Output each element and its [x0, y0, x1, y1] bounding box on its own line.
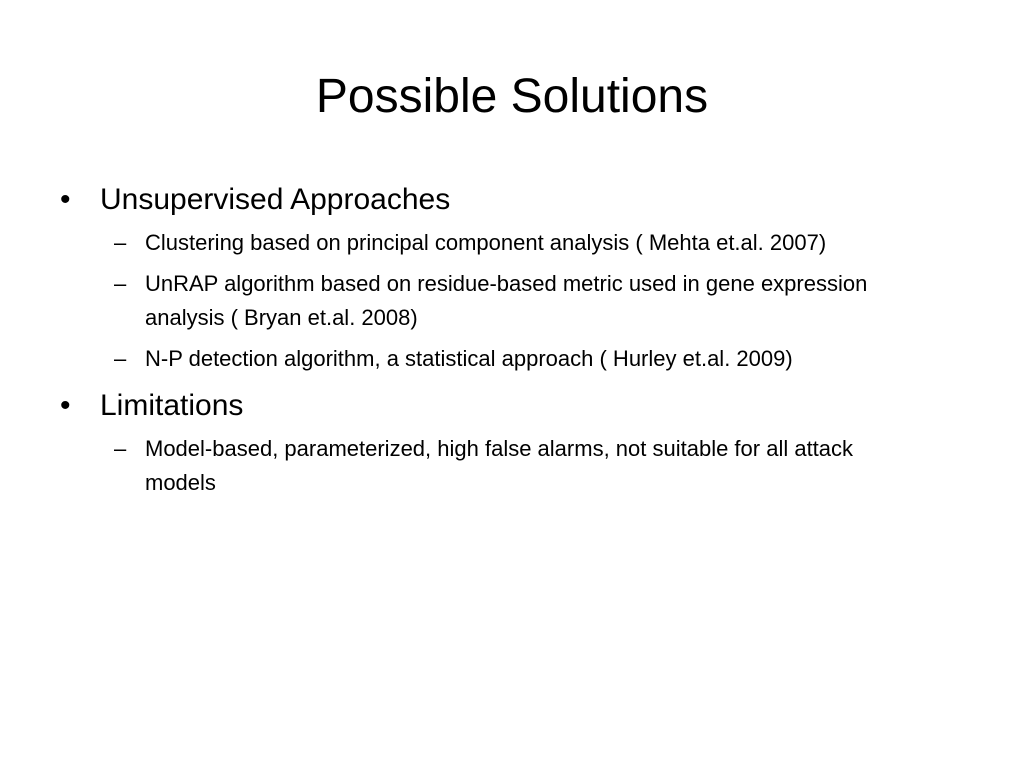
- sub-bullet-clustering: [56, 226, 935, 260]
- sub-bullet-model-based: [56, 432, 875, 500]
- sub-bullet-text: Clustering based on principal component analysis ( Mehta et.al. 2007): [145, 230, 827, 255]
- dash-marker: –: [114, 436, 127, 461]
- sub-bullet-np-detection: [56, 342, 875, 376]
- dash-marker: –: [114, 271, 127, 296]
- bullet-text: Unsupervised Approaches: [100, 183, 451, 216]
- sub-bullet-list: [56, 432, 976, 500]
- bullet-limitations: [56, 386, 976, 426]
- slide-title: Possible Solutions: [315, 70, 709, 123]
- sub-bullet-text: Model-based, parameterized, high false alarms, not suitable for all attack models: [145, 436, 854, 495]
- sub-bullet-unrap: [56, 267, 875, 335]
- bullet-marker: •: [60, 389, 71, 422]
- bullet-marker: •: [60, 183, 71, 216]
- sub-bullet-list: [56, 226, 976, 376]
- sub-bullet-text: UnRAP algorithm based on residue-based metric used in gene expression analysis ( Bryan et.al. 2008): [145, 271, 868, 330]
- sub-bullet-text: N-P detection algorithm, a statistical approach ( Hurley et.al. 2009): [145, 346, 793, 371]
- dash-marker: –: [114, 346, 127, 371]
- slide-content: [56, 180, 976, 510]
- bullet-text: Limitations: [100, 389, 244, 422]
- bullet-unsupervised-approaches: [56, 180, 976, 220]
- dash-marker: –: [114, 230, 127, 255]
